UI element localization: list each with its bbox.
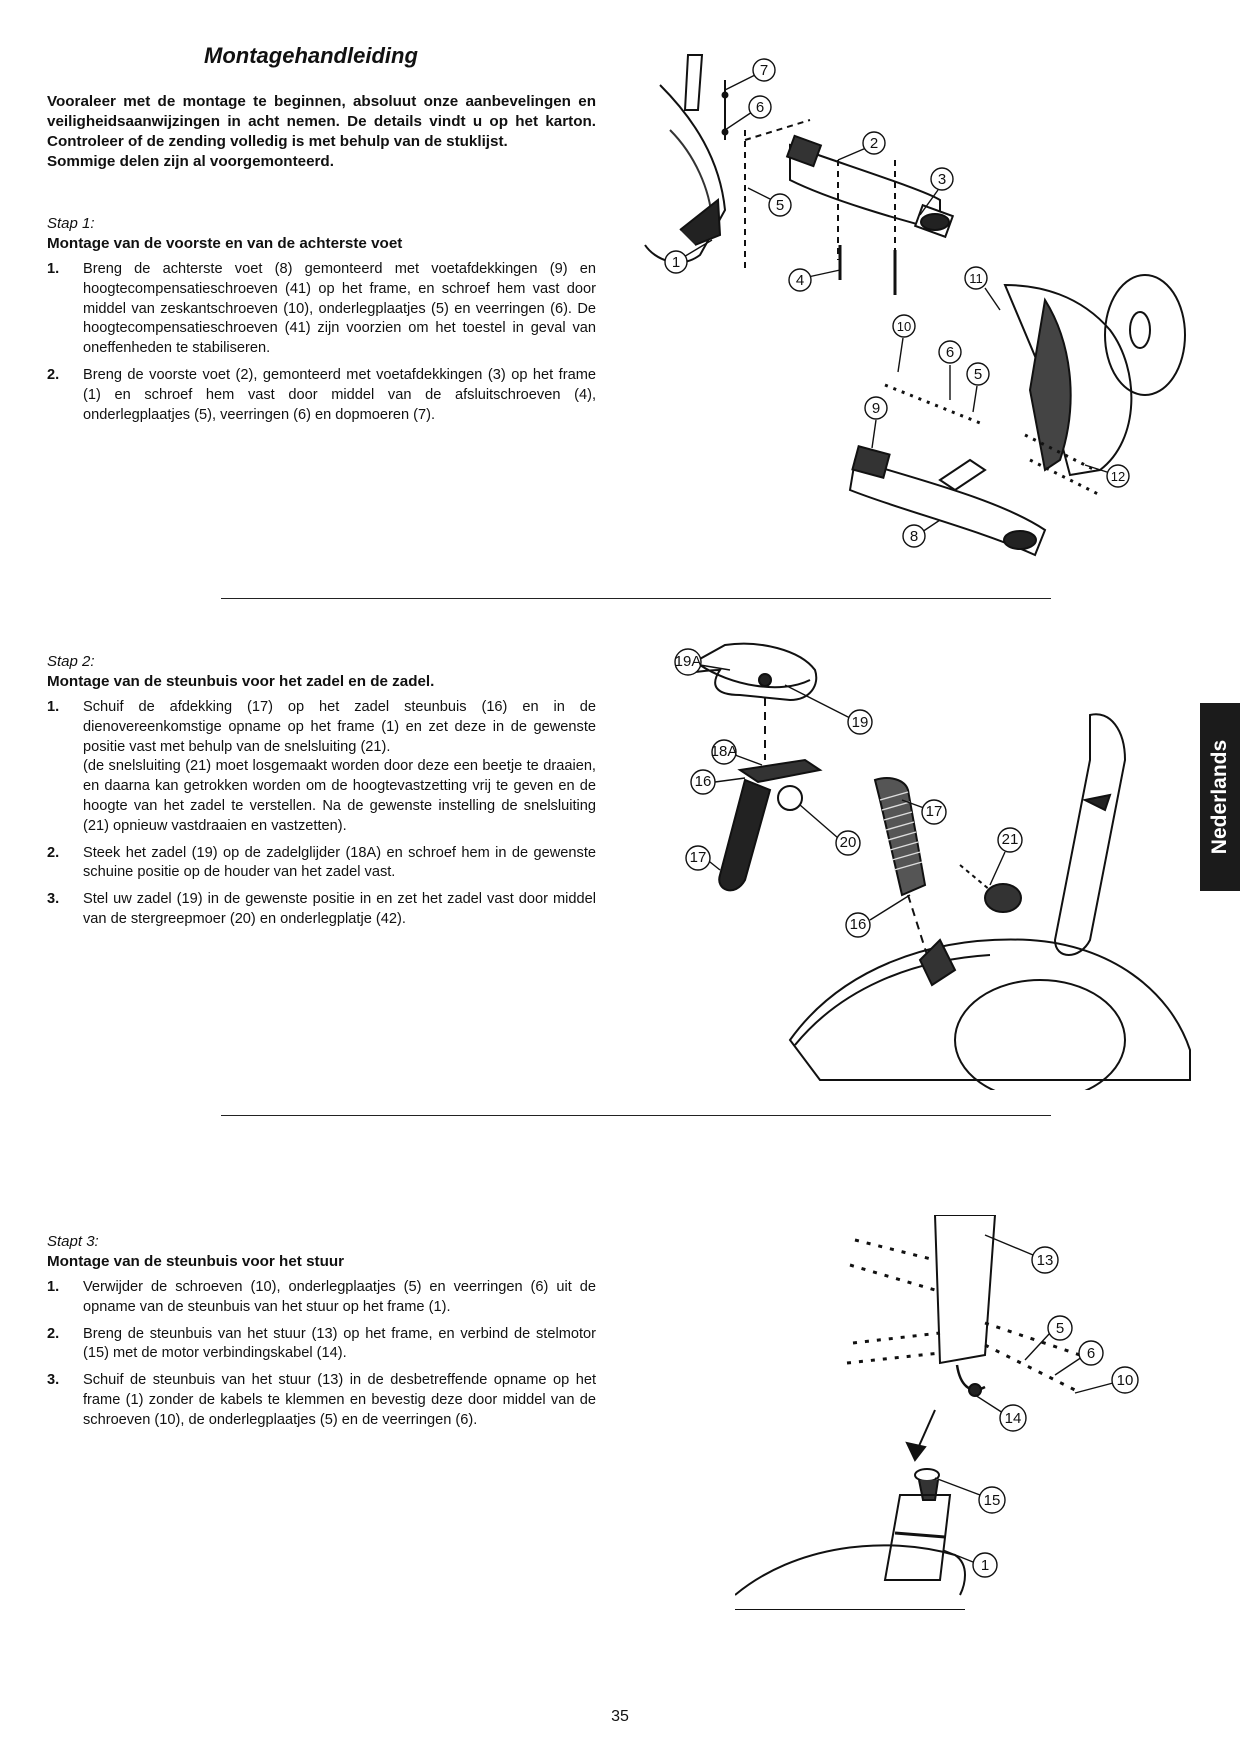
item-number: 1.: [47, 1279, 60, 1295]
item-number: 3.: [47, 1372, 60, 1389]
language-tab-label: Nederlands: [1208, 739, 1231, 855]
callout-label: 15: [983, 1492, 1001, 1509]
step1-list: [47, 260, 596, 425]
step1-heading: Montage van de voorste en van de achterste voet: [47, 235, 403, 252]
list-item: [47, 844, 596, 884]
callout-label: 1: [980, 1557, 990, 1574]
list-item: [47, 1371, 596, 1430]
item-number: 1.: [47, 699, 60, 715]
list-item: [47, 890, 596, 930]
step2-section: [47, 652, 596, 937]
callout-label: 18A: [710, 743, 738, 760]
list-item: [47, 366, 596, 425]
callout-label: 6: [755, 99, 765, 116]
section-divider: [221, 1115, 1051, 1116]
list-item: [47, 1325, 596, 1365]
callout-label: 2: [869, 135, 879, 152]
intro-text: [47, 92, 596, 172]
item-subtext: (de snelsluiting (21) moet losgemaakt worden door deze een beetje te draaien, en daarna kan getrokken worden om de hoogtevastzetting vrij te geven en de hoogte van het zadel te verstellen. Na de gewenste instelling de snelsluiting (21) opnieuw vastdraaien en vastzetten).: [83, 758, 596, 834]
callout-label: 17: [925, 803, 943, 820]
section-divider: [221, 598, 1051, 599]
callout-label: 12: [1110, 469, 1126, 484]
item-number: 2.: [47, 366, 60, 383]
callout-label: 9: [871, 400, 881, 417]
callout-label: 5: [973, 366, 983, 383]
item-number: 2.: [47, 1325, 60, 1342]
item-number: 1.: [47, 261, 60, 277]
callout-label: 7: [759, 62, 769, 79]
item-text: Steek het zadel (19) op de zadelglijder (18A) en schroef hem in de gewenste schuine positie op de houder van het zadel vast.: [83, 844, 596, 881]
callout-label: 19: [851, 714, 869, 731]
intro-paragraph: Vooraleer met de montage te beginnen, absoluut onze aanbevelingen en veiligheidsaanwijzingen in acht nemen. De details vindt u op het karton. Controleer of de zending volledig is met behulp van de stuklijst.: [47, 93, 596, 150]
callout-label: 4: [795, 272, 805, 289]
callout-label: 20: [839, 834, 857, 851]
item-text: Verwijder de schroeven (10), onderlegplaatjes (5) en veerringen (6) uit de opname van de steunbuis van het stuur op het frame (1).: [83, 1279, 596, 1315]
item-text: Breng de achterste voet (8) gemonteerd met voetafdekkingen (9) en hoogtecompensatieschroeven (41) op het frame, en schroef hem vast door middel van zeskantschroeven (10), onderlegplaatjes (5) en veerringen (6). De hoogtecompensatieschroeven (41) zijn voorzien om het toestel in geval van oneffenheden te stabiliseren.: [83, 261, 596, 357]
list-item: [47, 260, 596, 359]
callout-label: 11: [969, 271, 983, 286]
callout-label: 5: [1055, 1320, 1065, 1337]
callout-label: 17: [689, 849, 707, 866]
figure-feet-assembly: [640, 40, 1200, 580]
callout-label: 3: [937, 171, 947, 188]
language-tab: [1200, 703, 1240, 891]
step3-heading: Montage van de steunbuis voor het stuur: [47, 1253, 345, 1270]
callout-label: 6: [945, 344, 955, 361]
page-number: 35: [611, 1708, 629, 1725]
item-text: Breng de steunbuis van het stuur (13) op het frame, en verbind de stelmotor (15) met de motor verbindingskabel (14).: [83, 1325, 596, 1362]
figure-handlebar-post-assembly: [735, 1215, 1155, 1610]
figure-saddle-assembly: [670, 640, 1200, 1090]
item-number: 3.: [47, 891, 60, 908]
callout-label: 6: [1086, 1345, 1096, 1362]
step2-label: Stap 2:: [47, 653, 95, 670]
step2-list: [47, 698, 596, 930]
step2-heading: Montage van de steunbuis voor het zadel en de zadel.: [47, 673, 435, 690]
callout-label: 16: [694, 773, 712, 790]
callout-label: 8: [909, 528, 919, 545]
callout-label: 10: [896, 319, 912, 334]
step3-label: Stapt 3:: [47, 1233, 99, 1250]
item-text: Stel uw zadel (19) in de gewenste positie in en zet het zadel vast door middel van de stergreepmoer (20) en onderlegplatje (42).: [83, 891, 596, 927]
step3-list: [47, 1278, 596, 1431]
callout-label: 14: [1004, 1410, 1022, 1427]
callout-label: 1: [671, 254, 681, 271]
callout-label: 19A: [674, 653, 702, 670]
step1-label: Stap 1:: [47, 215, 95, 232]
item-text: Schuif de afdekking (17) op het zadel steunbuis (16) en in de dienovereenkomstige opname op het frame (1) en zet deze in de gewenste positie vast met behulp van de snelsluiting (21).: [83, 699, 596, 755]
callout-label: 10: [1116, 1372, 1134, 1389]
intro-note: Sommige delen zijn al voorgemonteerd.: [47, 153, 334, 170]
item-text: Schuif de steunbuis van het stuur (13) in de desbetreffende opname op het frame (1) zonder de kabels te klemmen en bevestig deze door middel van de schroeven (10), de onderlegplaatjes (5) en de veerringen (6).: [83, 1372, 596, 1428]
callout-label: 16: [849, 916, 867, 933]
step3-section: [47, 1232, 596, 1438]
callout-label: 5: [775, 197, 785, 214]
page-title: Montagehandleiding: [204, 43, 418, 68]
item-number: 2.: [47, 844, 60, 861]
callout-label: 13: [1036, 1252, 1054, 1269]
item-text: Breng de voorste voet (2), gemonteerd met voetafdekkingen (3) op het frame (1) en schroef hem vast door middel van de afsluitschroeven (4), onderlegplaatjes (5), veerringen (6) en dopmoeren (7).: [83, 366, 596, 423]
step1-section: [47, 214, 596, 432]
callout-label: 21: [1001, 831, 1019, 848]
list-item: [47, 1278, 596, 1318]
list-item: [47, 698, 596, 837]
